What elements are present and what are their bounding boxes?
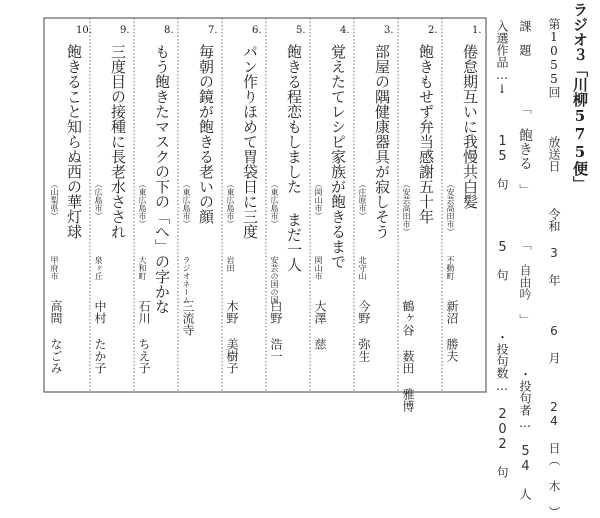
day-unit: 日（ <box>547 442 561 466</box>
total-label: ・投句数… <box>495 331 509 393</box>
free-open: 「 <box>518 238 532 250</box>
topic-count-unit: 句 <box>495 178 509 190</box>
weekday-value: 木 <box>547 480 561 492</box>
entry-place: （岡山市） <box>314 180 323 220</box>
topic-line <box>518 20 532 500</box>
entry-author: 木野 美樹子 <box>225 300 239 374</box>
topic-count: 15 <box>495 134 510 164</box>
topic-label: 課 題 <box>518 20 532 56</box>
entry-place: （東広島市） <box>270 180 279 228</box>
topic-open: 「 <box>518 102 532 114</box>
submitters-unit: 人 <box>518 488 532 500</box>
entry-place: （東広島市） <box>226 180 235 228</box>
entry-number: 3. <box>384 25 394 36</box>
entry-place: （安芸高田市） <box>402 180 411 236</box>
entry-number: 4. <box>340 25 350 36</box>
era-label: 令和 <box>547 208 561 232</box>
entry-poem: 倦怠期互いに我慢共白髪 <box>461 44 479 209</box>
month-unit: 月 <box>547 352 561 364</box>
entry-author: 三流寺 <box>181 300 195 336</box>
entry-place: （山梨県） <box>50 180 59 220</box>
entry-city: 大和町 <box>138 256 147 280</box>
entry-city: 北守山 <box>358 256 367 280</box>
submitters-label: ・投句者… <box>518 368 532 430</box>
entry-number: 9. <box>120 25 130 36</box>
total-value: 202 <box>495 407 510 452</box>
entry-city: 不動町 <box>446 256 455 280</box>
entry-poem: 部屋の隅健康器具が寂しそう <box>373 44 391 239</box>
entry-place: （東広島市） <box>182 180 191 228</box>
entry-city: 安芸の国の国 <box>270 256 279 304</box>
entry-city: 甲府市 <box>50 256 59 280</box>
entry-poem: 飽きもせず弁当感謝五十年 <box>417 44 435 224</box>
entry-city: 岩田 <box>226 256 235 272</box>
entry-poem: 飽きる程恋もしました まだ一人 <box>285 44 303 272</box>
year-unit: 年 <box>547 274 561 286</box>
entry-number: 10. <box>76 25 92 36</box>
entry-poem: 飽きること知らぬ西の華灯球 <box>65 44 83 239</box>
program-title-line <box>572 2 587 191</box>
free-value: 自由吟 <box>518 264 532 300</box>
free-count: 5 <box>495 240 510 255</box>
selection-line <box>496 20 509 478</box>
entry-number: 1. <box>472 25 482 36</box>
month-value: 6 <box>547 324 561 338</box>
submitters-value: 54 <box>518 444 533 474</box>
year-value: 3 <box>547 246 561 260</box>
entry-city: 泉ヶ丘 <box>94 256 103 280</box>
entry-place: （広島市） <box>94 180 103 220</box>
entry-poem: 覚えたてレシピ家族が飽きるまで <box>329 44 347 269</box>
total-unit: 句 <box>495 466 509 478</box>
entry-author: 大澤 慈 <box>313 300 327 350</box>
entry-number: 8. <box>164 25 174 36</box>
entry-poem: 毎朝の鏡が飽きる老いの顔 <box>197 44 215 224</box>
entry-author: 鶴ヶ谷 薮田 雅博 <box>401 300 415 412</box>
broadcast-label: 放送日 <box>547 136 561 172</box>
entry-place: （庄原市） <box>358 180 367 220</box>
entry-number: 5. <box>296 25 306 36</box>
entry-number: 7. <box>208 25 218 36</box>
entry-place: （東広島市） <box>138 180 147 228</box>
entry-number: 6. <box>252 25 262 36</box>
entry-city: 岡山市 <box>314 256 323 280</box>
free-count-unit: 句 <box>495 269 509 281</box>
entry-poem: 三度目の接種に長老水さされ <box>109 44 127 239</box>
topic-value: 飽きる <box>517 128 533 170</box>
entry-author: 高間 なごみ <box>49 300 63 374</box>
entry-author: 白野 浩一 <box>269 300 283 362</box>
topic-close: 」 <box>518 184 532 196</box>
weekday-close: ） <box>547 506 561 518</box>
entry-city: ラジオネーム <box>182 256 191 304</box>
entry-author: 新沼 勝夫 <box>445 300 459 362</box>
entry-poem: もう飽きたマスクの下の「へ」の字かな <box>153 44 171 314</box>
entry-poem: パン作りほめて胃袋日に三度 <box>241 44 259 239</box>
entry-author: 中村 たか子 <box>93 300 107 374</box>
broadcast-line <box>548 18 560 518</box>
day-value: 24 <box>547 400 561 428</box>
episode-number: 第1055回 <box>547 18 561 98</box>
free-close: 」 <box>518 314 532 326</box>
selection-label: 入選作品…↓ <box>495 20 509 96</box>
entry-number: 2. <box>428 25 438 36</box>
entry-place: （安芸高田市） <box>446 180 455 236</box>
entry-author: 今野 弥生 <box>357 300 371 362</box>
program-title: ラジオ３「川柳575便」 <box>571 2 589 191</box>
entry-author: 石川 ちえ子 <box>137 300 151 374</box>
